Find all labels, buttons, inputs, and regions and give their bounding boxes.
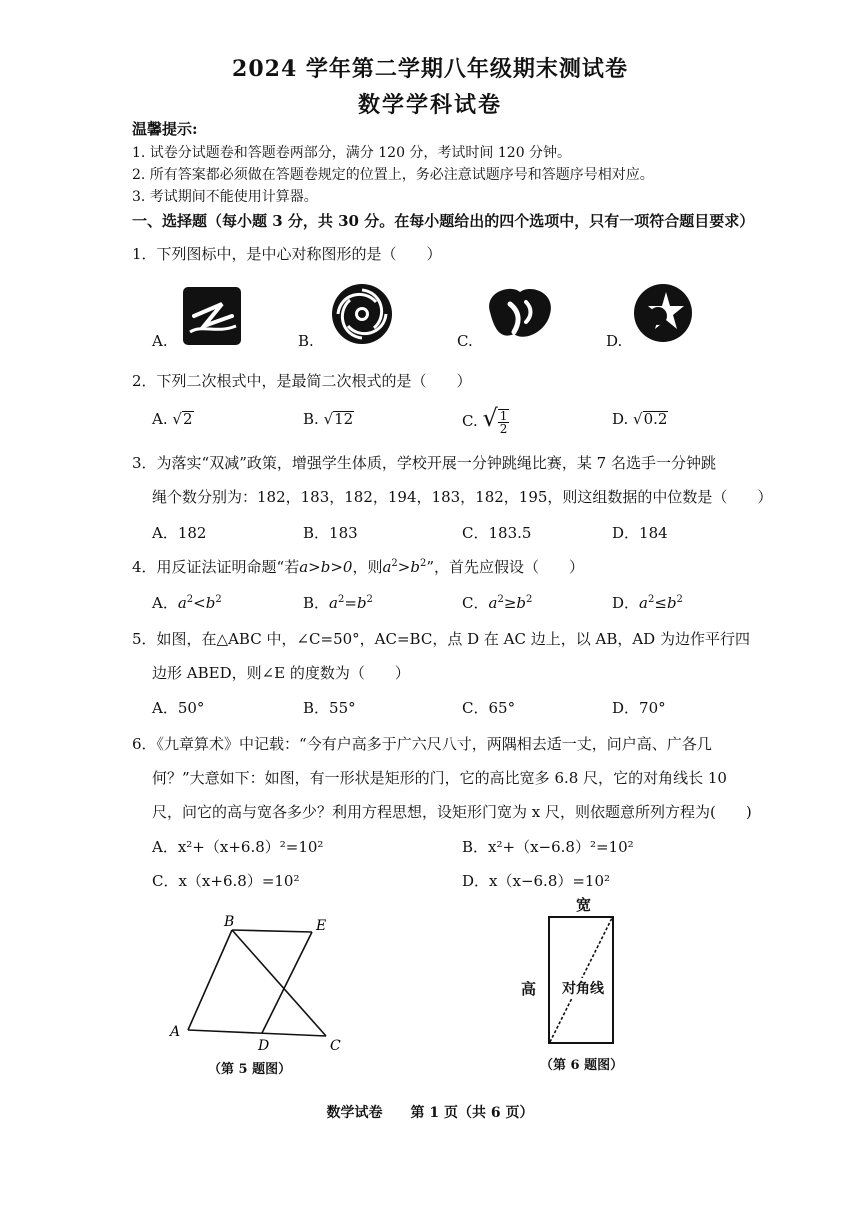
question-2-stem: 2．下列二次根式中，是最简二次根式的是（ ） (132, 372, 472, 390)
q3-option-b: B．183 (303, 524, 358, 542)
q6-option-c: C．x（x+6.8）=10² (152, 872, 300, 890)
exponent: 2 (186, 594, 194, 605)
q3-option-d: D．184 (612, 524, 668, 542)
star-in-circle-icon (632, 282, 694, 348)
tip-item: 3. 考试期间不能使用计算器。 (132, 189, 318, 205)
radical-sign: √ (323, 410, 334, 428)
height-label: 高 (521, 980, 537, 998)
math-var: a (329, 594, 338, 612)
q4-option-c (462, 592, 532, 613)
tip-item: 1. 试卷分试题卷和答题卷两部分，满分 120 分，考试时间 120 分钟。 (132, 145, 572, 161)
q4-option-d (612, 592, 683, 613)
math-var: a (488, 594, 498, 612)
math-var: b (205, 594, 216, 612)
q4-option-a (152, 592, 222, 613)
point-c-label: C (330, 1038, 341, 1054)
option-label: D． (612, 594, 640, 612)
option-label: B. (303, 410, 319, 428)
q1-option-a-label: A. (152, 332, 168, 350)
tips-heading: 温馨提示: (132, 120, 198, 138)
exponent: 2 (366, 594, 373, 605)
fraction (498, 409, 510, 435)
question-4-stem (132, 556, 584, 577)
radical-sign: √ (482, 404, 498, 432)
radical-sign: √ (633, 410, 643, 428)
math-relation: < (193, 594, 206, 612)
math-var: b (410, 558, 420, 576)
exam-subtitle: 数学学科试卷 (357, 92, 502, 118)
figure-5-parallelogram (160, 910, 360, 1060)
fraction-denominator: 2 (499, 422, 508, 436)
q6-option-d: D．x（x−6.8）=10² (462, 872, 611, 890)
spiral-swirl-icon (330, 282, 394, 350)
math-var: a (382, 558, 392, 576)
segment-ed (262, 932, 312, 1033)
q2-option-c (462, 404, 509, 435)
option-label: B． (303, 594, 330, 612)
q3-option-c: C．183.5 (462, 524, 532, 542)
radicand: 2 (182, 410, 193, 428)
q3-option-a: A．182 (152, 524, 207, 542)
fraction-numerator: 1 (499, 409, 508, 423)
question-5-line: 5．如图，在△ABC 中，∠C=50°，AC=BC，点 D 在 AC 边上，以 AB，AD 为边作平行四 (132, 630, 750, 648)
exponent: 2 (497, 594, 504, 605)
q5-option-a: A．50° (152, 699, 205, 717)
exponent: 2 (337, 594, 345, 605)
segment-be (232, 930, 312, 932)
point-d-label: D (258, 1038, 270, 1054)
q1-option-c-label: C. (457, 332, 473, 350)
stem-text: 4．用反证法证明命题“若 (132, 558, 300, 576)
section-heading: 一、选择题（每小题 3 分，共 30 分。在每小题给出的四个选项中，只有一项符合题目要求） (132, 212, 755, 230)
q6-option-b: B．x²+（x−6.8）²=10² (462, 838, 634, 856)
q2-option-d (612, 410, 668, 428)
width-label: 宽 (576, 896, 592, 914)
radicand: 12 (334, 410, 354, 428)
stem-text: ”，首先应假设（ ） (426, 558, 585, 576)
stem-text: ，则 (352, 558, 383, 576)
exam-title: 2024 学年第二学期八年级期末测试卷 (232, 56, 628, 82)
point-e-label: E (316, 918, 327, 934)
q5-option-b: B．55° (303, 699, 356, 717)
math-relation: > (397, 558, 411, 576)
math-var: a (177, 594, 187, 612)
math-relation: ≤ (654, 594, 667, 612)
segment-ab (188, 930, 232, 1030)
segment-ac (188, 1030, 326, 1036)
exponent: 2 (419, 558, 427, 569)
math-var: b (356, 594, 367, 612)
option-label: A. (152, 410, 168, 428)
exponent: 2 (647, 594, 655, 605)
point-a-label: A (170, 1024, 181, 1040)
stylized-z-logo-icon (182, 286, 242, 350)
q6-option-a: A．x²+（x+6.8）²=10² (152, 838, 324, 856)
option-label: C． (462, 594, 489, 612)
exponent: 2 (676, 594, 683, 605)
figure-6-caption: （第 6 题图） (540, 1058, 624, 1073)
option-label: A． (152, 594, 178, 612)
radical-sign: √ (172, 410, 182, 428)
math-var: b (666, 594, 677, 612)
question-6-line: 尺，问它的高与宽各多少？利用方程思想，设矩形门宽为 x 尺，则依题意所列方程为( ) (152, 803, 752, 821)
math-condition: a>b>0 (299, 558, 353, 576)
curved-blob-logo-icon (480, 282, 560, 348)
diagonal-label: 对角线 (562, 978, 604, 998)
q2-option-a (152, 410, 194, 428)
tip-item: 2. 所有答案都必须做在答题卷规定的位置上，务必注意试题序号和答题序号相对应。 (132, 167, 654, 183)
question-6-line: 6．《九章算术》中记载：“今有户高多于广六尺八寸，两隅相去适一丈，问户高、广各几 (132, 735, 712, 753)
question-3-line: 3．为落实“双减”政策，增强学生体质，学校开展一分钟跳绳比赛，某 7 名选手一分钟跳 (132, 454, 716, 472)
q4-option-b (303, 592, 373, 613)
q1-option-d-label: D. (606, 332, 623, 350)
figure-5-caption: （第 5 题图） (208, 1062, 292, 1077)
math-relation: = (344, 594, 357, 612)
math-var: b (516, 594, 526, 612)
radicand: 0.2 (643, 410, 668, 428)
q1-option-b-label: B. (298, 332, 314, 350)
option-label: D. (612, 410, 629, 428)
exponent: 2 (215, 594, 222, 605)
question-1-stem: 1．下列图标中，是中心对称图形的是（ ） (132, 245, 442, 263)
question-3-line: 绳个数分别为：182，183，182，194，183，182，195，则这组数据的中位数是（ ） (152, 488, 773, 506)
question-6-line: 何？”大意如下：如图，有一形状是矩形的门，它的高比宽多 6.8 尺，它的对角线长 10 (152, 769, 727, 787)
q5-option-d: D．70° (612, 699, 666, 717)
point-b-label: B (224, 914, 235, 930)
math-relation: ≥ (503, 594, 517, 612)
segment-bc (232, 930, 326, 1036)
option-label: C. (462, 412, 478, 430)
exponent: 2 (391, 558, 398, 569)
q5-option-c: C．65° (462, 699, 516, 717)
math-var: a (639, 594, 648, 612)
page-footer: 数学试卷 第 1 页（共 6 页） (326, 1105, 534, 1121)
question-5-line: 边形 ABED，则∠E 的度数为（ ） (152, 664, 410, 682)
q2-option-b (303, 410, 354, 428)
exponent: 2 (526, 594, 533, 605)
